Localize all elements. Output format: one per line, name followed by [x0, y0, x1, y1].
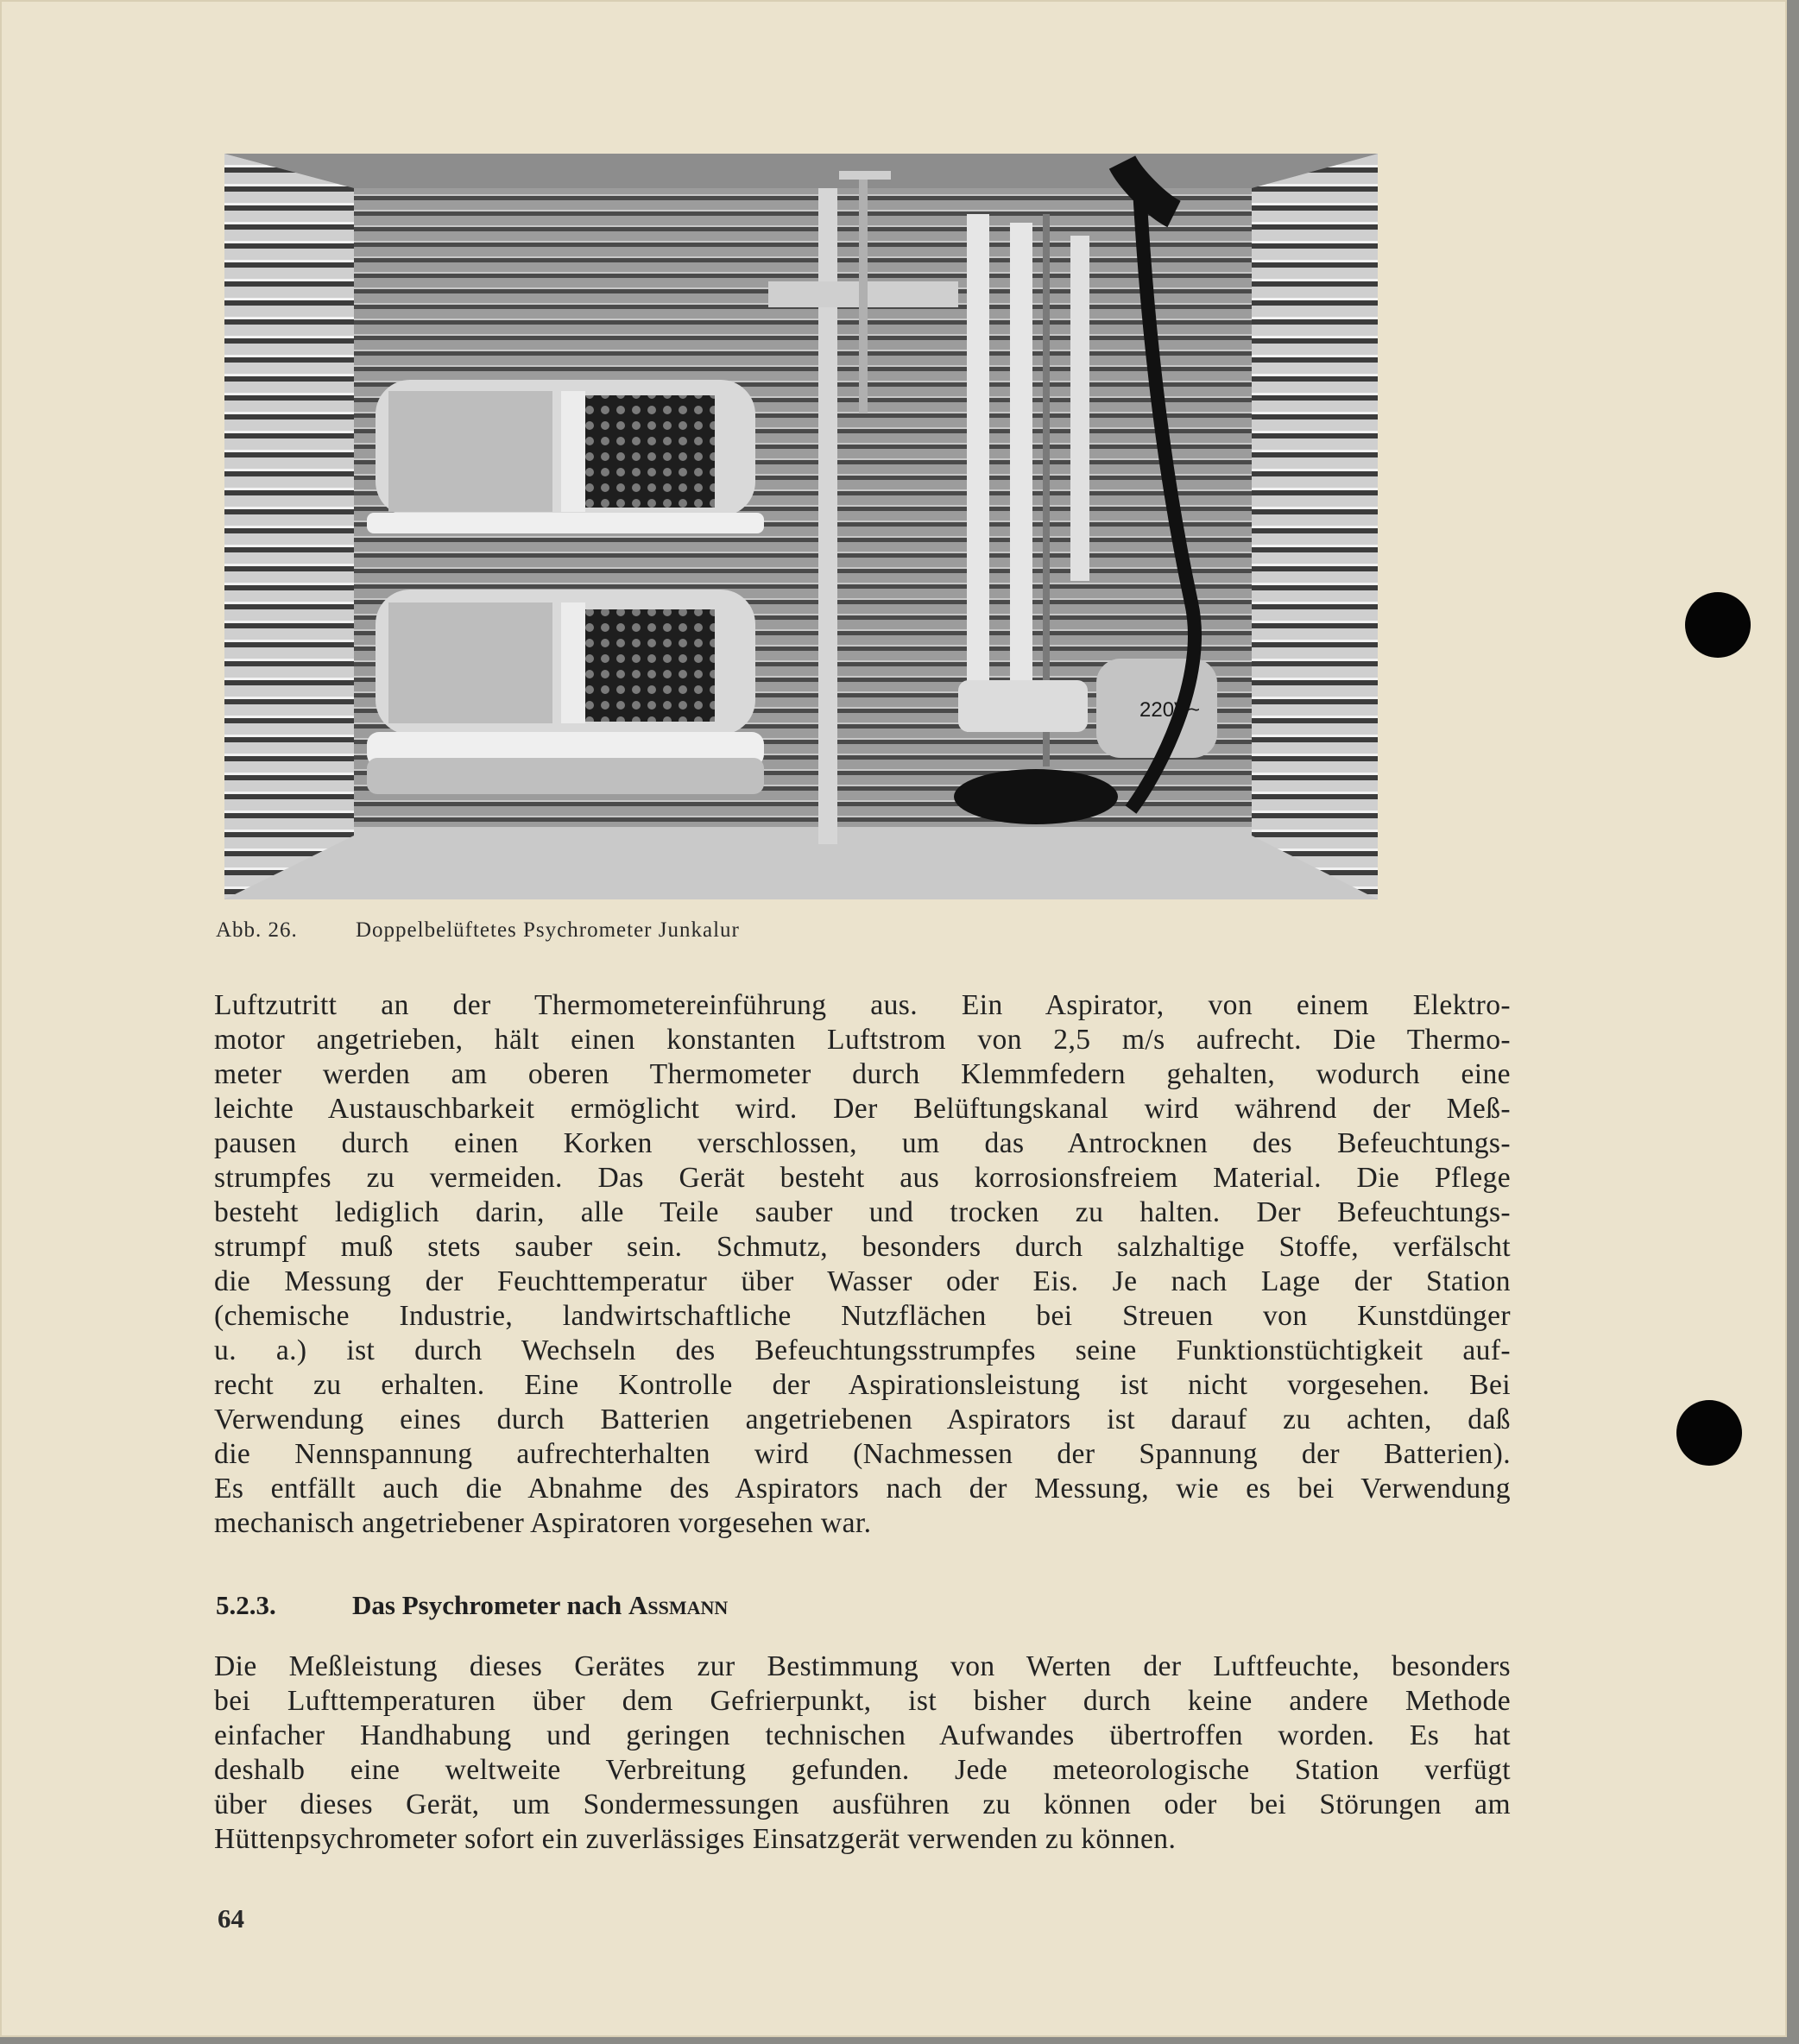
- text-line: Verwendung eines durch Batterien angetriebenen Aspirators ist darauf zu achten, daß: [214, 1404, 1511, 1435]
- paragraph-1: [214, 988, 1511, 1541]
- section-number: 5.2.3.: [216, 1590, 276, 1620]
- section-heading: [216, 1590, 728, 1621]
- punch-hole: [1676, 1400, 1742, 1466]
- text-line: Die Meßleistung dieses Gerätes zur Bestimmung von Werten der Luftfeuchte, besonders: [214, 1650, 1511, 1682]
- paragraph-2: [214, 1650, 1511, 1857]
- text-line: strumpfes zu vermeiden. Das Gerät besteht aus korrosionsfreiem Material. Die Pflege: [214, 1162, 1511, 1194]
- text-line: Luftzutritt an der Thermometereinführung aus. Ein Aspirator, von einem Elektro-: [214, 989, 1511, 1021]
- text-line: Es entfällt auch die Abnahme des Aspirators nach der Messung, wie es bei Verwendung: [214, 1473, 1511, 1505]
- psychrometer-photo-drawing: [224, 154, 1378, 899]
- text-line: strumpf muß stets sauber sein. Schmutz, besonders durch salzhaltige Stoffe, verfälscht: [214, 1231, 1511, 1263]
- text-line: pausen durch einen Korken verschlossen, um das Antrocknen des Befeuchtungs-: [214, 1127, 1511, 1159]
- figure-number: Abb. 26.: [216, 918, 298, 942]
- figure-caption-text: Doppelbelüftetes Psychrometer Junkalur: [356, 918, 740, 942]
- text-line: über dieses Gerät, um Sondermessungen ausführen zu können oder bei Störungen am: [214, 1788, 1511, 1820]
- section-title: Das Psychrometer nach: [352, 1590, 622, 1620]
- text-line: deshalb eine weltweite Verbreitung gefunden. Jede meteorologische Station verfügt: [214, 1754, 1511, 1786]
- text-line: mechanisch angetriebener Aspiratoren vorgesehen war.: [214, 1507, 872, 1539]
- punch-hole: [1685, 592, 1751, 658]
- text-line: Hüttenpsychrometer sofort ein zuverlässiges Einsatzgerät verwenden zu können.: [214, 1823, 1177, 1855]
- text-line: leichte Austauschbarkeit ermöglicht wird. Der Belüftungskanal wird während der Meß-: [214, 1093, 1511, 1125]
- text-line: recht zu erhalten. Eine Kontrolle der Aspirationsleistung ist nicht vorgesehen. Bei: [214, 1369, 1511, 1401]
- text-line: die Messung der Feuchttemperatur über Wasser oder Eis. Je nach Lage der Station: [214, 1265, 1511, 1297]
- text-line: die Nennspannung aufrechterhalten wird (Nachmessen der Spannung der Batterien).: [214, 1438, 1511, 1470]
- motor-voltage-label: 220V~: [1139, 698, 1201, 722]
- figure-caption: [216, 918, 1381, 943]
- page-number: 64: [218, 1903, 244, 1934]
- section-title-name: Assmann: [628, 1590, 729, 1620]
- text-line: (chemische Industrie, landwirtschaftliche Nutzflächen bei Streuen von Kunstdünger: [214, 1300, 1511, 1332]
- text-line: meter werden am oberen Thermometer durch Klemmfedern gehalten, wodurch eine: [214, 1058, 1511, 1090]
- figure-photo: [224, 154, 1378, 899]
- text-line: u. a.) ist durch Wechseln des Befeuchtungsstrumpfes seine Funktionstüchtigkeit auf-: [214, 1334, 1511, 1366]
- text-line: bei Lufttemperaturen über dem Gefrierpunkt, ist bisher durch keine andere Methode: [214, 1685, 1511, 1717]
- text-line: besteht lediglich darin, alle Teile sauber und trocken zu halten. Der Befeuchtungs-: [214, 1196, 1511, 1228]
- text-line: einfacher Handhabung und geringen technischen Aufwandes übertroffen worden. Es hat: [214, 1719, 1511, 1751]
- text-line: motor angetrieben, hält einen konstanten Luftstrom von 2,5 m/s aufrecht. Die Thermo-: [214, 1024, 1511, 1056]
